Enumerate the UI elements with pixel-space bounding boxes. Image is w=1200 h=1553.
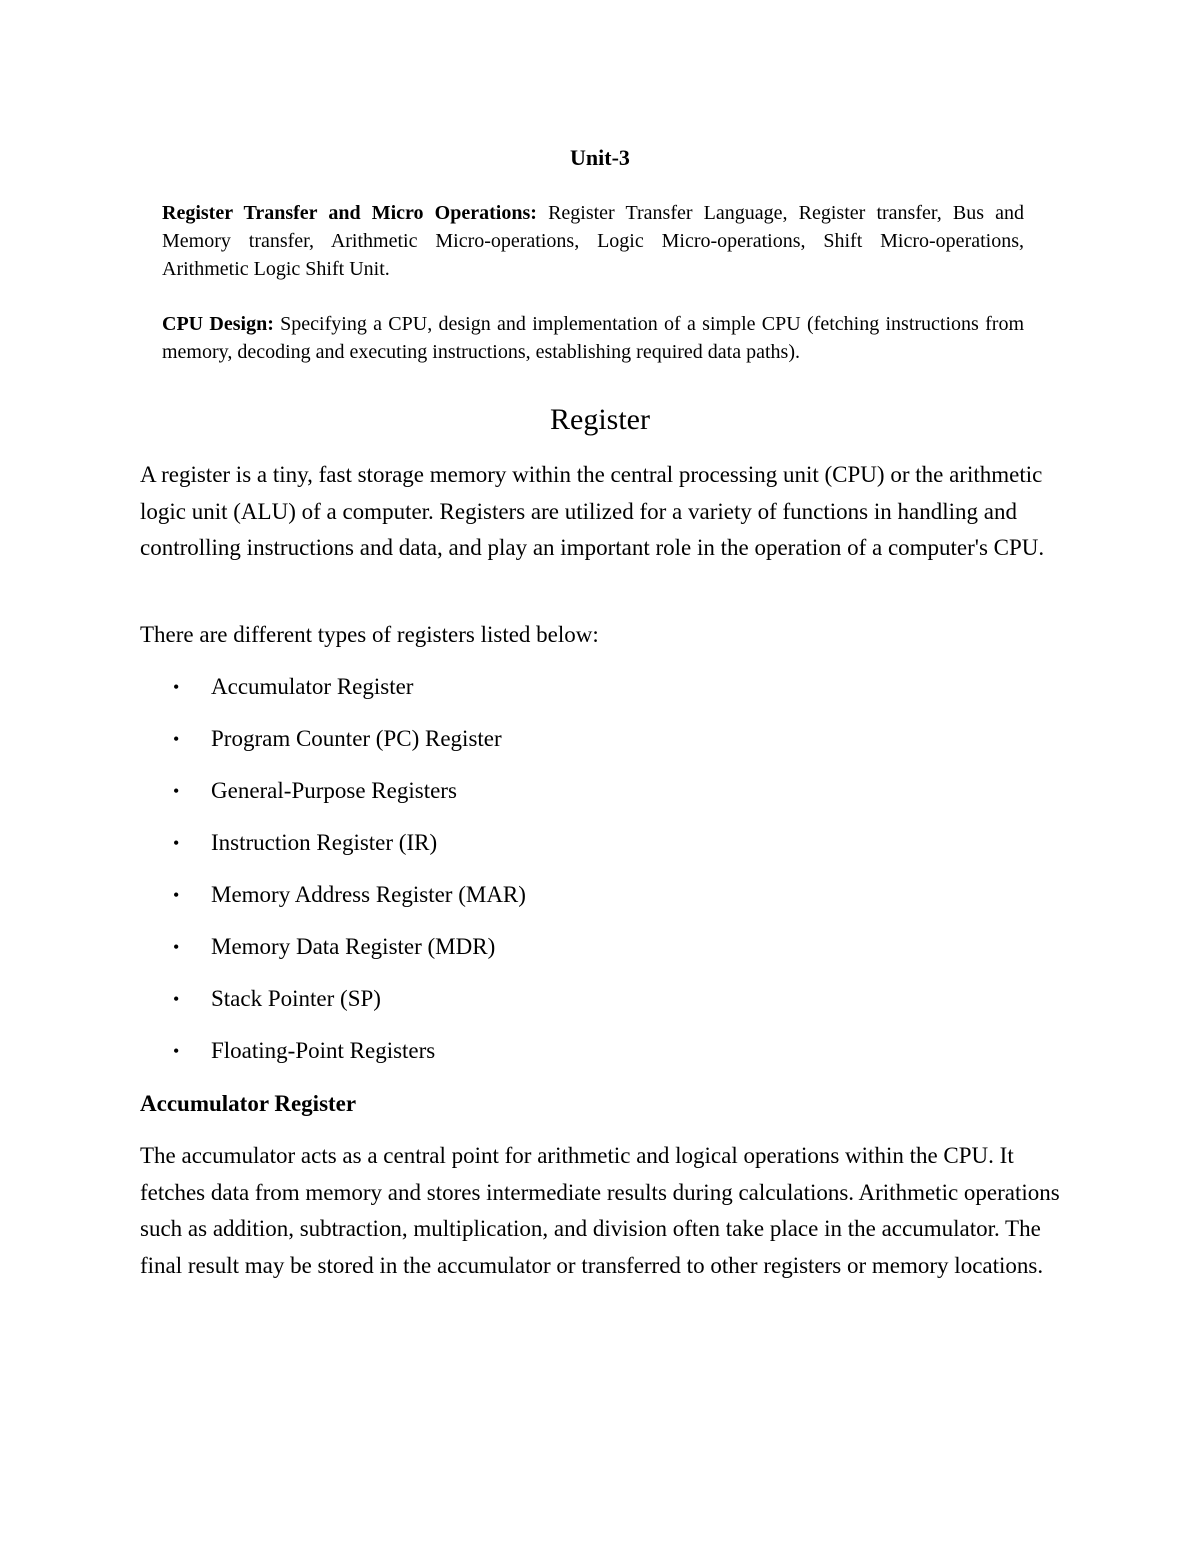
bullet-icon: • — [173, 937, 180, 957]
accumulator-paragraph: The accumulator acts as a central point for arithmetic and logical operations within the CPU. It fetches data from memory and stores intermediate results during calculations. Arithmetic operations such as addition, subtraction, multiplication, and division often take place in the accumulator. The final result may be stored in the accumulator or transferred to other registers or memory locations. — [140, 1143, 1060, 1278]
syllabus-cpu-heading: CPU Design: — [162, 313, 274, 335]
bullet-icon: • — [173, 677, 180, 697]
syllabus-rt-heading: Register Transfer and Micro Operations: — [162, 202, 537, 224]
list-item — [140, 669, 1040, 721]
register-types-intro: There are different types of registers listed below: — [140, 622, 599, 647]
bullet-icon: • — [173, 1041, 180, 1061]
list-item-label: General-Purpose Registers — [211, 778, 457, 803]
register-intro-paragraph: A register is a tiny, fast storage memory within the central processing unit (CPU) or the arithmetic logic unit (ALU) of a computer. Registers are utilized for a variety of functions in handling and controlling instructions and data, and play an important role in the operation of a computer's CPU. — [140, 462, 1045, 560]
list-item — [140, 877, 1040, 929]
list-item — [140, 825, 1040, 877]
list-item-label: Floating-Point Registers — [211, 1038, 436, 1063]
list-item-label: Accumulator Register — [211, 674, 414, 699]
list-item-label: Program Counter (PC) Register — [211, 726, 502, 751]
bullet-icon: • — [173, 885, 180, 905]
list-item-label: Memory Address Register (MAR) — [211, 882, 526, 907]
register-types-list — [140, 669, 1040, 1085]
list-item-label: Instruction Register (IR) — [211, 830, 438, 855]
bullet-icon: • — [173, 833, 180, 853]
bullet-icon: • — [173, 989, 180, 1009]
syllabus-cpu-text: Specifying a CPU, design and implementation of a simple CPU (fetching instructions from memory, decoding and executing instructions, establishing required data paths). — [162, 313, 1025, 363]
list-item — [140, 1033, 1040, 1085]
list-item-label: Memory Data Register (MDR) — [211, 934, 496, 959]
unit-title: Unit-3 — [570, 145, 630, 170]
list-item — [140, 773, 1040, 825]
list-item — [140, 981, 1040, 1033]
accumulator-heading: Accumulator Register — [140, 1091, 357, 1116]
list-item-label: Stack Pointer (SP) — [211, 986, 381, 1011]
bullet-icon: • — [173, 781, 180, 801]
register-heading: Register — [550, 403, 650, 436]
syllabus-register-transfer — [162, 199, 1024, 283]
list-item — [140, 929, 1040, 981]
list-item — [140, 721, 1040, 773]
syllabus-rt-text: Register Transfer Language, Register transfer, Bus and Memory transfer, Arithmetic Micro-operations, Logic Micro-operations, Shift Micro-operations, Arithmetic Logic Shift Unit. — [162, 202, 1025, 280]
bullet-icon: • — [173, 729, 180, 749]
syllabus-cpu-design — [162, 310, 1024, 366]
